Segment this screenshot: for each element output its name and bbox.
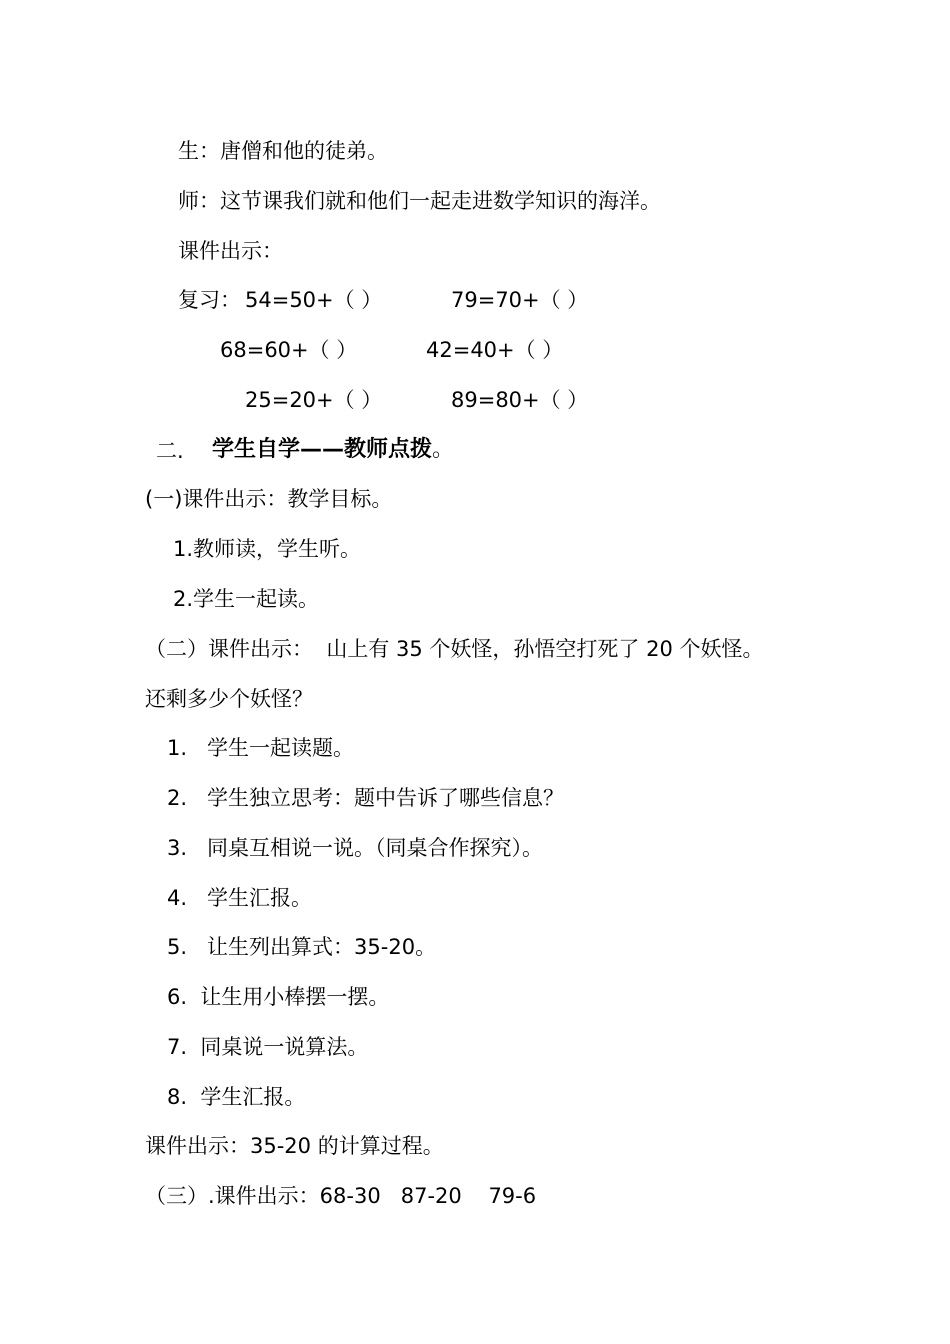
list-item: 3. 同桌互相说一说。（同桌合作探究）。 bbox=[167, 836, 544, 860]
section-title-text: 学生自学——教师点拨 bbox=[212, 437, 433, 462]
list-item: 7. 同桌说一说算法。 bbox=[167, 1035, 369, 1059]
list-item: 2.学生一起读。 bbox=[173, 587, 320, 611]
review-item: 42=40+（ ） bbox=[426, 338, 564, 362]
list-item: 8. 学生汇报。 bbox=[167, 1085, 306, 1109]
review-item: 54=50+（ ） bbox=[245, 288, 383, 312]
list-item: 1.教师读，学生听。 bbox=[173, 537, 362, 561]
section-number: 二. bbox=[156, 439, 184, 463]
subsection-1: (一)课件出示：教学目标。 bbox=[145, 487, 393, 511]
subsection-2: （二）课件出示： 山上有 35 个妖怪，孙悟空打死了 20 个妖怪。 bbox=[145, 637, 764, 661]
review-label: 复习： bbox=[178, 288, 241, 312]
list-item: 5. 让生列出算式：35-20。 bbox=[167, 935, 437, 959]
list-item: 1. 学生一起读题。 bbox=[167, 736, 355, 760]
subsection-2-question: 还剩多少个妖怪？ bbox=[145, 687, 313, 711]
dialogue-teacher: 师：这节课我们就和他们一起走进数学知识的海洋。 bbox=[178, 189, 661, 213]
list-item: 2. 学生独立思考：题中告诉了哪些信息？ bbox=[167, 786, 565, 810]
courseware-process: 课件出示：35-20 的计算过程。 bbox=[145, 1134, 444, 1158]
list-item: 6. 让生用小棒摆一摆。 bbox=[167, 985, 390, 1009]
dialogue-student: 生：唐僧和他的徒弟。 bbox=[178, 139, 388, 163]
list-item: 4. 学生汇报。 bbox=[167, 886, 313, 910]
courseware-label: 课件出示： bbox=[178, 239, 283, 263]
subsection-3: （三）.课件出示：68-30 87-20 79-6 bbox=[145, 1184, 537, 1208]
section-title-end: 。 bbox=[432, 437, 455, 462]
review-item: 68=60+（ ） bbox=[220, 338, 358, 362]
review-item: 89=80+（ ） bbox=[451, 388, 589, 412]
review-item: 25=20+（ ） bbox=[245, 388, 383, 412]
section-title bbox=[212, 435, 454, 465]
review-item: 79=70+（ ） bbox=[451, 288, 589, 312]
